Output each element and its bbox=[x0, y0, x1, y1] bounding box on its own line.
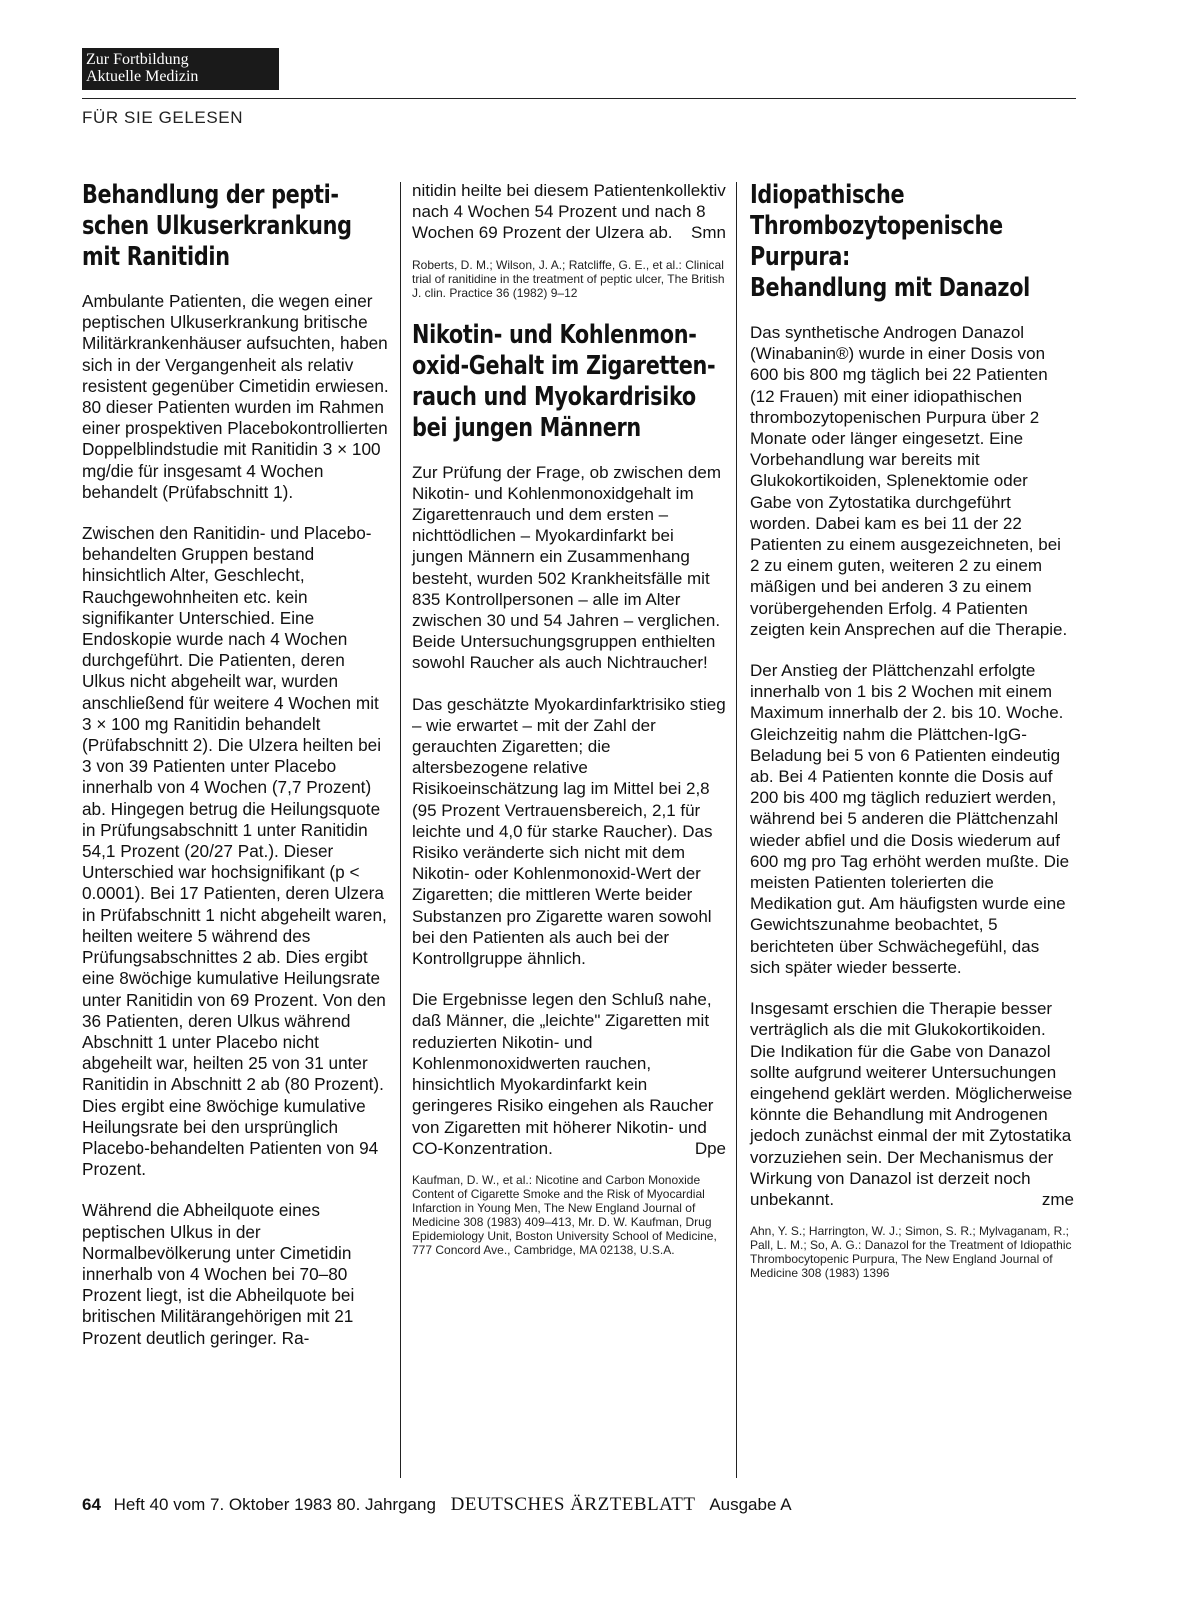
article3-paragraph-3: Insgesamt erschien die Therapie besser verträglich als die mit Glukokortikoiden. Die Indikation für die Gabe von Danazol sollte aufgrund weiterer Untersuchungen eingehend geklärt werden. Möglicherweise könnte die Behandlung mit Androgenen jedoch zunächst einmal der mit Zytostatika vorzuziehen sein. Der Mechanismus der Wirkung von Danazol ist derzeit noch unbekannt. bbox=[750, 999, 1073, 1209]
article1-paragraph-4: nitidin heilte bei diesem Patientenkollektiv nach 4 Wochen 54 Prozent und nach 8 Wochen 69 Prozent der Ulzera ab. bbox=[412, 181, 726, 243]
article2-paragraph-1: Zur Prüfung der Frage, ob zwischen dem Nikotin- und Kohlenmonoxidgehalt im Zigarettenrauch und dem ersten – nichttödlichen – Myokardinfarkt bei jungen Männern ein Zusammenhang besteht, wurden 502 Krankheitsfälle mit 835 Kontrollpersonen – alle im Alter zwischen 30 und 54 Jahren – verglichen. Beide Untersuchungsgruppen enthielten sowohl Raucher als auch Nichtraucher! bbox=[412, 462, 721, 673]
section-label-line2: Aktuelle Medizin bbox=[86, 68, 199, 85]
column-2 bbox=[412, 180, 726, 1289]
article2-paragraph-3: Die Ergebnisse legen den Schluß nahe, daß Männer, die „leichte" Zigaretten mit reduzierten Nikotin- und Kohlenmonoxidwerten rauchen, hinsichtlich Myokardinfarkt kein geringeres Risiko eingehen als Raucher von Zigaretten mit höherer Nikotin- und CO-Konzentration. bbox=[412, 990, 714, 1158]
article3-title: Idiopathische Thrombozytopenische Purpura: Behandlung mit Danazol bbox=[750, 180, 1030, 303]
article3-paragraph-2: Der Anstieg der Plättchenzahl erfolgte innerhalb von 1 bis 2 Wochen mit einem Maximum innerhalb der 2. bis 10. Woche. Gleichzeitig nahm die Plättchen-IgG-Beladung bei 5 von 6 Patienten eindeutig ab. Bei 4 Patienten konnte die Dosis auf 200 bis 400 mg täglich reduziert werden, während bei 5 anderen die Plättchenzahl wieder abfiel und die Dosis wiederum auf 600 mg pro Tag erhöht werden mußte. Die meisten Patienten tolerierten die Medikation gut. Am häufigsten wurde eine Gewichtszunahme beobachtet, 5 berichteten über Schwächegefühl, das sich später wieder besserte. bbox=[750, 661, 1070, 977]
column-divider-1 bbox=[400, 182, 401, 1478]
article3-paragraph-1: Das synthetische Androgen Danazol (Winabanin®) wurde in einer Dosis von 600 bis 800 mg täglich bei 22 Patienten (12 Frauen) mit einer idiopathischen thrombozytopenischen Purpura über 2 Monate oder länger eingesetzt. Eine Vorbehandlung war bereits mit Glukokortikoiden, Splenektomie oder Gabe von Zytostatika durchgeführt worden. Dabei kam es bei 11 der 22 Patienten zu einem ausgezeichneten, bei 2 zu einem guten, weiteren 2 zu einem mäßigen und bei anderen 3 zu einem vorübergehenden Erfolg. 4 Patienten zeigten kein Ansprechen auf die Therapie. bbox=[750, 323, 1068, 639]
page-number: 64 bbox=[82, 1495, 101, 1514]
journal-name: DEUTSCHES ÄRZTEBLATT bbox=[450, 1494, 696, 1515]
article1-paragraph-1: Ambulante Patienten, die wegen einer peptischen Ulkuserkrankung britische Militärkrankenhäuser aufsuchten, haben sich in der Vergangenheit als relativ resistent gegenüber Cimetidin erwiesen. 80 dieser Patienten wurden im Rahmen einer prospektiven Placebokontrollierten Doppelblindstudie mit Ranitidin 3 × 100 mg/die für insgesamt 4 Wochen behandelt (Prüfabschnitt 1). bbox=[82, 291, 389, 502]
article2-paragraph-3-wrap bbox=[412, 989, 726, 1159]
article1-reference: Roberts, D. M.; Wilson, J. A.; Ratcliffe, G. E., et al.: Clinical trial of ranitidine in the treatment of peptic ulcer, The British J. clin. Practice 36 (1982) 9–12 bbox=[412, 257, 725, 300]
column-3 bbox=[750, 180, 1074, 1312]
article1-signature: Smn bbox=[691, 223, 726, 243]
article1-paragraph-continued bbox=[412, 180, 726, 244]
article1-paragraph-3: Während die Abheilquote eines peptischen Ulkus in der Normalbevölkerung unter Cimetidin innerhalb von 4 Wochen bei 70–80 Prozent liegt, ist die Abheilquote bei britischen Militärangehörigen mit 21 Prozent deutlich geringer. Ra- bbox=[82, 1200, 355, 1348]
article1-paragraph-2: Zwischen den Ranitidin- und Placebo-behandelten Gruppen bestand hinsichtlich Alter, Geschlecht, Rauchgewohnheiten etc. kein signifikanter Unterschied. Eine Endoskopie wurde nach 4 Wochen durchgeführt. Die Patienten, deren Ulkus nicht abgeheilt war, wurden anschließend für weitere 4 Wochen mit 3 × 100 mg Ranitidin behandelt (Prüfabschnitt 2). Die Ulzera heilten bei 3 von 39 Patienten unter Placebo innerhalb von 4 Wochen (7,7 Prozent) ab. Hingegen betrug die Heilungsquote in Prüfungsabschnitt 1 unter Ranitidin 54,1 Prozent (20/27 Pat.). Dieser Unterschied war hochsignifikant (p < 0.0001). Bei 17 Patienten, deren Ulzera in Prüfabschnitt 1 nicht abgeheilt waren, heilten weitere 5 während des Prüfungsabschnittes 2 ab. Dies ergibt eine 8wöchige kumulative Heilungsrate unter Ranitidin von 69 Prozent. Von den 36 Patienten, deren Ulkus während Abschnitt 1 unter Placebo nicht abgeheilt war, heilten 25 von 31 unter Ranitidin in Abschnitt 2 ab (80 Prozent). Dies ergibt eine 8wöchige kumulative Heilungsrate bei den ursprünglich Placebo-behandelten Patienten von 94 Prozent. bbox=[82, 523, 387, 1180]
article2-signature: Dpe bbox=[694, 1138, 726, 1158]
section-label bbox=[82, 48, 279, 90]
column-divider-2 bbox=[736, 182, 737, 1478]
rubric-heading: FÜR SIE GELESEN bbox=[82, 108, 244, 127]
article2-title: Nikotin- und Kohlenmon- oxid-Gehalt im Zigaretten- rauch und Myokardrisiko bei jungen Männern bbox=[412, 319, 716, 443]
header-rule bbox=[82, 98, 1076, 99]
page-footer bbox=[82, 1494, 792, 1516]
article1-title: Behandlung der pepti- schen Ulkuserkrankung mit Ranitidin bbox=[82, 180, 352, 272]
edition-label: Ausgabe A bbox=[709, 1495, 792, 1514]
column-1 bbox=[82, 180, 392, 1369]
article2-paragraph-2: Das geschätzte Myokardinfarktrisiko stieg – wie erwartet – mit der Zahl der gerauchten Zigaretten; die altersbezogene relative Risikoeinschätzung lag im Mittel bei 2,8 (95 Prozent Vertrauensbereich, 2,1 für leichte und 4,0 für starke Raucher). Das Risiko veränderte sich nicht mit dem Nikotin- oder Kohlenmonoxid-Wert der Zigaretten; die mittleren Werte beider Substanzen pro Zigarette waren sowohl bei den Patienten als auch bei der Kontrollgruppe ähnlich. bbox=[412, 694, 726, 969]
article2-reference: Kaufman, D. W., et al.: Nicotine and Carbon Monoxide Content of Cigarette Smoke and the Risk of Myocardial Infarction in Young Men, The New England Journal of Medicine 308 (1983) 409–413, Mr. D. W. Kaufman, Drug Epidemiology Unit, Boston University School of Medicine, 777 Concord Ave., Cambridge, MA 02138, U.S.A. bbox=[412, 1172, 717, 1257]
issue-info: Heft 40 vom 7. Oktober 1983 80. Jahrgang bbox=[113, 1495, 436, 1514]
article3-paragraph-3-wrap bbox=[750, 998, 1074, 1210]
article3-signature: zme bbox=[1041, 1189, 1074, 1209]
article3-reference: Ahn, Y. S.; Harrington, W. J.; Simon, S. R.; Mylvaganam, R.; Pall, L. M.; So, A. G.: Danazol for the Treatment of Idiopathic Thrombocytopenic Purpura, The New England Journal of Medicine 308 (1983) 1396 bbox=[750, 1224, 1072, 1281]
section-label-line1: Zur Fortbildung bbox=[86, 51, 189, 68]
